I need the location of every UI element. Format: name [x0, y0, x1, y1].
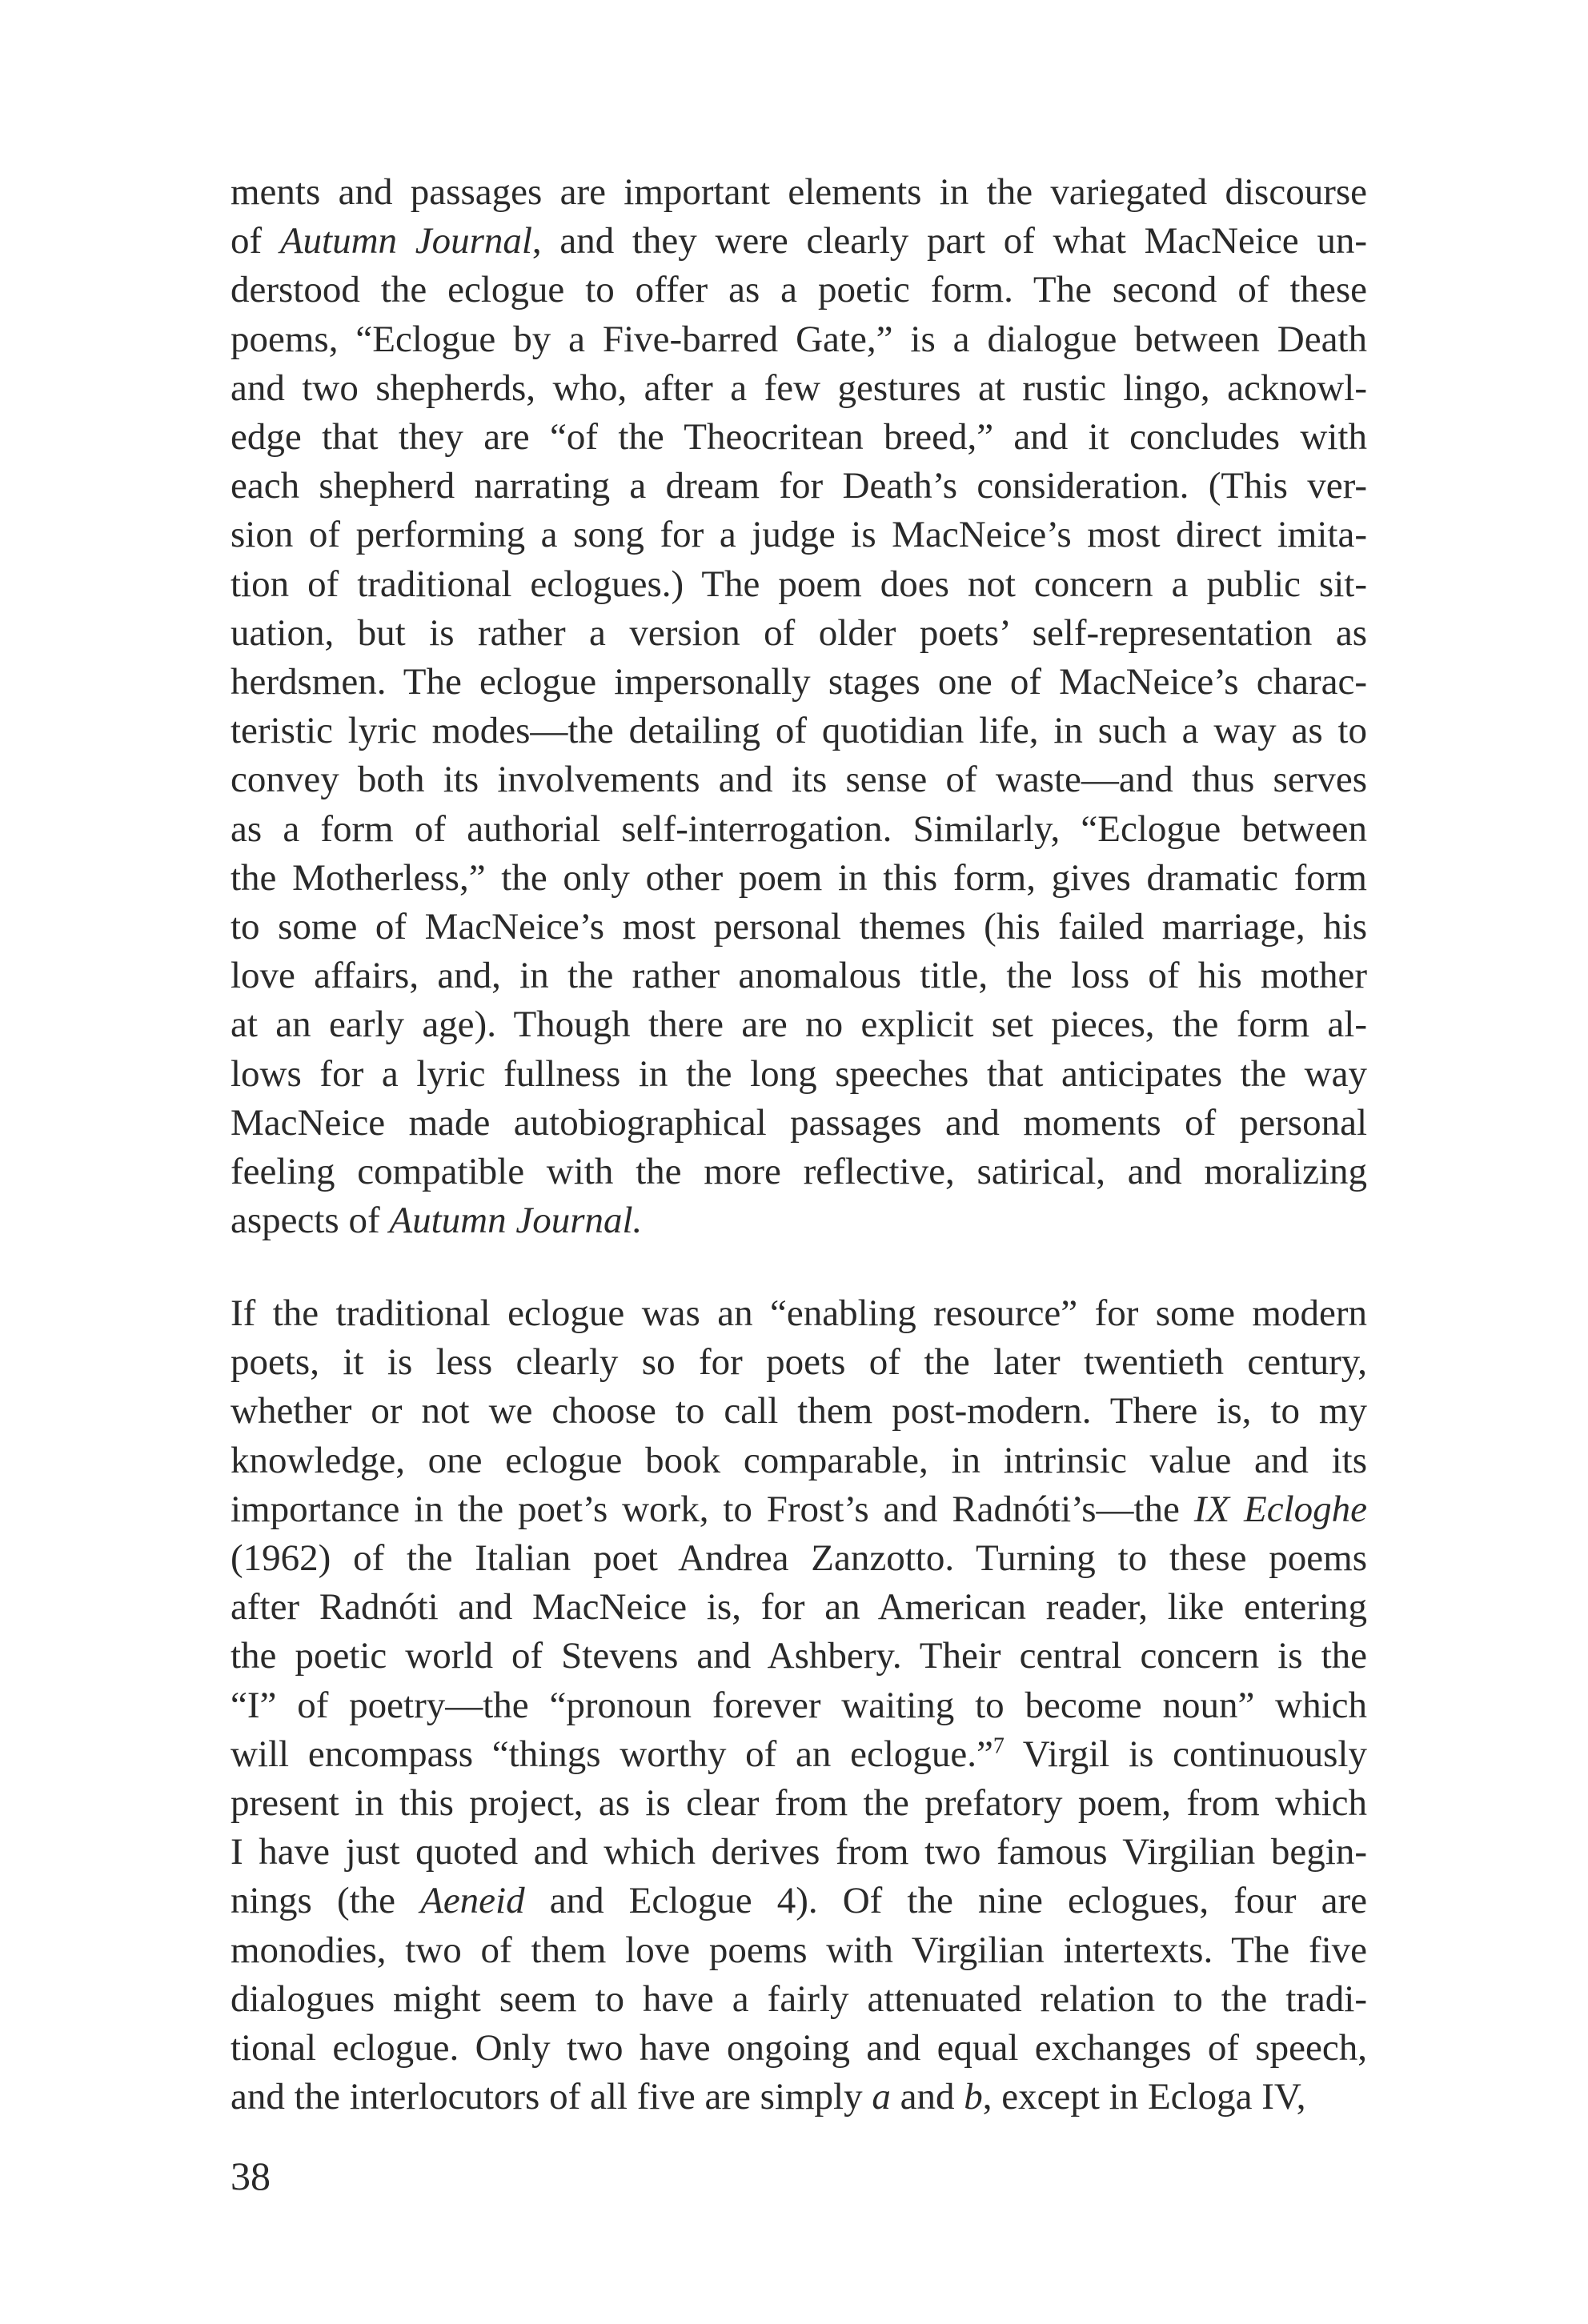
text-run: ments and passages are important elements in the variegated discourse: [231, 171, 1367, 213]
text-line: [231, 2024, 1367, 2073]
text-line: [231, 609, 1367, 658]
text-run: teristic lyric modes—the detailing of quotidian life, in such a way as to: [231, 710, 1367, 752]
italic-title: Aeneid: [420, 1880, 525, 1922]
paragraph-1: [231, 168, 1367, 1245]
text-run: and: [890, 2076, 964, 2118]
text-line: [231, 1148, 1367, 1196]
italic-title: Autumn Journal: [279, 220, 532, 262]
text-run: convey both its involvements and its sense of waste—and thus serves: [231, 759, 1367, 801]
text-line: [231, 2073, 1367, 2122]
text-run: knowledge, one eclogue book comparable, in intrinsic value and its: [231, 1439, 1367, 1481]
text-line: [231, 217, 1367, 266]
text-line: [231, 364, 1367, 413]
text-run: will encompass “things worthy of an eclogue.”: [231, 1733, 993, 1775]
text-line: [231, 1436, 1367, 1485]
text-line: [231, 1485, 1367, 1534]
text-line: [231, 658, 1367, 707]
text-line: [231, 1779, 1367, 1828]
text-line: [231, 413, 1367, 462]
text-line: [231, 1099, 1367, 1148]
text-line: [231, 1632, 1367, 1681]
text-run: herdsmen. The eclogue impersonally stages one of MacNeice’s charac-: [231, 661, 1367, 703]
footnote-ref: 7: [992, 1733, 1005, 1759]
text-line: [231, 903, 1367, 952]
italic-title: Autumn Journal.: [389, 1200, 643, 1242]
text-run: after Radnóti and MacNeice is, for an American reader, like entering: [231, 1586, 1367, 1629]
text-line: [231, 1975, 1367, 2024]
page-number: 38: [231, 2154, 271, 2198]
text-run: and Eclogue 4). Of the nine eclogues, four are: [524, 1880, 1367, 1922]
text-line: [231, 1000, 1367, 1049]
text-line: [231, 1534, 1367, 1583]
text-line: [231, 1583, 1367, 1632]
text-run: present in this project, as is clear from the prefatory poem, from which: [231, 1782, 1367, 1825]
text-line: [231, 1828, 1367, 1877]
text-line: [231, 1050, 1367, 1099]
text-run: (1962) of the Italian poet Andrea Zanzotto. Turning to these poems: [231, 1537, 1367, 1580]
text-run: aspects of: [231, 1200, 390, 1242]
text-line: [231, 168, 1367, 217]
text-run: MacNeice made autobiographical passages and moments of personal: [231, 1101, 1367, 1144]
text-run: feeling compatible with the more reflective, satirical, and moralizing: [231, 1151, 1367, 1193]
text-line: [231, 511, 1367, 559]
text-run: and two shepherds, who, after a few gestures at rustic lingo, acknowl-: [231, 367, 1367, 409]
text-run: sion of performing a song for a judge is MacNeice’s most direct imita-: [231, 514, 1367, 556]
text-run: tional eclogue. Only two have ongoing and equal exchanges of speech,: [231, 2027, 1367, 2070]
text-line: [231, 1338, 1367, 1387]
text-run: “I” of poetry—the “pronoun forever waiting to become noun” which: [231, 1684, 1367, 1726]
text-line: [231, 707, 1367, 755]
text-run: the Motherless,” the only other poem in this form, gives dramatic form: [231, 856, 1367, 899]
text-line: [231, 266, 1367, 315]
text-run: whether or not we choose to call them post-modern. There is, to my: [231, 1390, 1367, 1432]
text-line: [231, 560, 1367, 609]
text-run: love affairs, and, in the rather anomalous title, the loss of his mother: [231, 955, 1367, 997]
italic-title: IX Ecloghe: [1193, 1488, 1367, 1530]
text-run: edge that they are “of the Theocritean breed,” and it concludes with: [231, 416, 1367, 459]
text-line: [231, 1196, 1367, 1245]
text-run: to some of MacNeice’s most personal themes (his failed marriage, his: [231, 906, 1367, 948]
text-line: [231, 1926, 1367, 1975]
text-run: , except in Ecloga IV,: [982, 2076, 1306, 2118]
text-line: [231, 462, 1367, 511]
text-line: [231, 1877, 1367, 1925]
text-run: uation, but is rather a version of older poets’ self-representation as: [231, 611, 1367, 654]
text-run: as a form of authorial self-interrogation. Similarly, “Eclogue between: [231, 807, 1367, 850]
text-run: If the traditional eclogue was an “enabling resource” for some modern: [231, 1292, 1367, 1334]
text-line: [231, 1730, 1367, 1779]
text-run: I have just quoted and which derives from two famous Virgilian begin-: [231, 1831, 1367, 1873]
text-run: the poetic world of Stevens and Ashbery. Their central concern is the: [231, 1635, 1367, 1677]
text-line: [231, 1387, 1367, 1436]
text-line: [231, 315, 1367, 364]
text-run: , and they were clearly part of what MacNeice un-: [531, 220, 1367, 262]
text-line: [231, 1289, 1367, 1338]
italic-title: b: [964, 2076, 983, 2118]
text-run: nings (the: [231, 1880, 421, 1922]
text-run: importance in the poet’s work, to Frost’s and Radnóti’s—the: [231, 1488, 1194, 1530]
text-run: derstood the eclogue to offer as a poetic form. The second of these: [231, 269, 1367, 311]
text-run: at an early age). Though there are no explicit set pieces, the form al-: [231, 1004, 1367, 1046]
text-run: each shepherd narrating a dream for Death’s consideration. (This ver-: [231, 465, 1367, 507]
text-run: tion of traditional eclogues.) The poem does not concern a public sit-: [231, 563, 1367, 605]
text-run: dialogues might seem to have a fairly attenuated relation to the tradi-: [231, 1977, 1367, 2020]
italic-title: a: [872, 2076, 891, 2118]
text-run: monodies, two of them love poems with Virgilian intertexts. The five: [231, 1929, 1367, 1971]
text-run: Virgil is continuously: [1004, 1733, 1367, 1775]
text-run: poems, “Eclogue by a Five-barred Gate,” is a dialogue between Death: [231, 318, 1367, 360]
text-line: [231, 755, 1367, 804]
text-run: of: [231, 220, 280, 262]
text-line: [231, 952, 1367, 1000]
text-run: lows for a lyric fullness in the long speeches that anticipates the way: [231, 1052, 1367, 1095]
paragraph-2: [231, 1289, 1367, 2122]
text-line: [231, 805, 1367, 854]
text-run: poets, it is less clearly so for poets of the later twentieth century,: [231, 1341, 1367, 1384]
text-line: [231, 854, 1367, 903]
text-line: [231, 1681, 1367, 1730]
text-run: and the interlocutors of all five are simply: [231, 2076, 872, 2118]
